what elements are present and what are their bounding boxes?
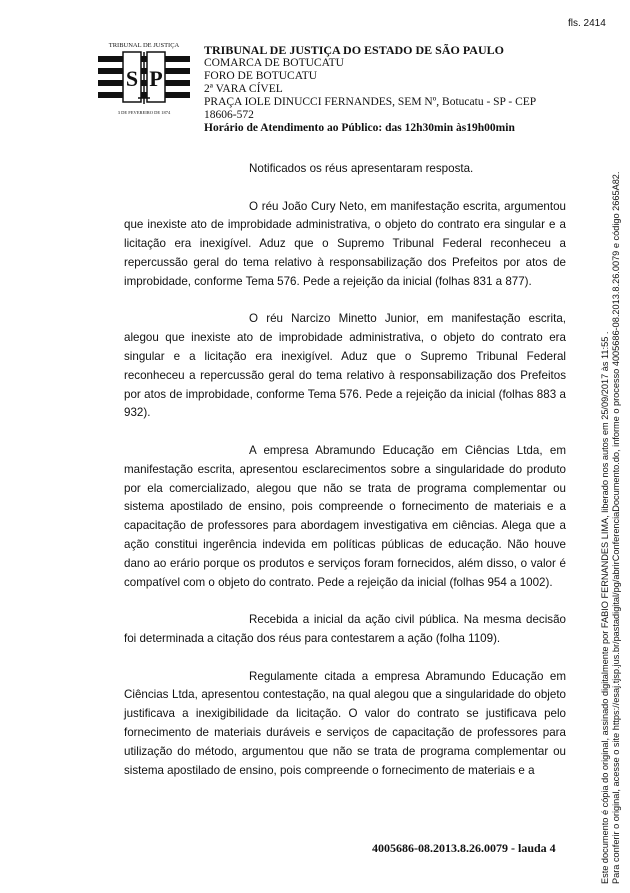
foro: FORO DE BOTUCATU [204, 70, 318, 82]
document-body [124, 160, 566, 799]
paragraph: O réu Narcizo Minetto Junior, em manifestação escrita, alegou que inexiste ato de improbidade administrativa, o objeto do contrato era singular e a licitação era inexigível. Aduz que o Supremo Tribunal Federal reconheceu a repercussão geral do tema relativo à responsabilização dos Prefeitos por atos de improbidade, conforme Tema 576. Pede a rejeição da inicial (folhas 883 a 932). [124, 312, 566, 420]
court-header [204, 44, 564, 135]
paragraph: A empresa Abramundo Educação em Ciências Ltda, em manifestação escrita, apresentou esclarecimentos sobre a singularidade do produto por ela comercializado, alegou que não se trata de programa complementar ou sistema apostilado de ensino, pois compreende o fornecimento de materiais e a capacitação de professores para abordagem investigativa em ciências. Alega que a ação constitui ingerência indevida em políticas públicas de educação. Não houve dano ao erário porque os produtos e serviços foram fornecidos, além disso, o valor é compatível com o objeto do contrato. Pede a rejeição da inicial (folhas 954 a 1002). [124, 443, 566, 589]
paragraph: Regulamente citada a empresa Abramundo Educação em Ciências Ltda, apresentou contestação, na qual alegou que a singularidade do objeto justificava a inexigibilidade da licitação. O valor do contrato se justificava pelo fornecimento de materiais duráveis e serviços de capacitação de professores para utilização do método, argumentou que não se trata de programa complementar ou sistema apostilado de ensino, pois compreende o fornecimento de materiais e a [124, 669, 566, 777]
vara: 2ª VARA CÍVEL [204, 83, 283, 95]
paragraph: Notificados os réus apresentaram resposta. [249, 162, 474, 175]
svg-text:3 DE FEVEREIRO DE 1874: 3 DE FEVEREIRO DE 1874 [117, 110, 171, 115]
court-name: TRIBUNAL DE JUSTIÇA DO ESTADO DE SÃO PAULO [204, 43, 504, 57]
verification-line: Para conferir o original, acesse o site https://esaj.tjsp.jus.br/pastadigital/pg/abrirConferenciaDocumento.do, informe o processo 4005686-08.2013.8.26.0079 e código 2665A82. [611, 171, 621, 884]
court-seal-logo [98, 38, 190, 122]
svg-text:P: P [149, 66, 163, 91]
svg-text:S: S [125, 66, 139, 91]
paragraph: O réu João Cury Neto, em manifestação escrita, argumentou que inexiste ato de improbidade administrativa, o objeto do contrato era singular e a licitação era inexigível. Aduz que o Supremo Tribunal Federal reconheceu a repercussão geral do tema relativo à responsabilização dos Prefeitos por atos de improbidade, conforme Tema 576. Pede a rejeição da inicial (folhas 831 a 877). [124, 199, 566, 288]
court-address: PRAÇA IOLE DINUCCI FERNANDES, SEM Nº, Botucatu - SP - CEP 18606-572 [204, 96, 536, 121]
office-hours: Horário de Atendimento ao Público: das 12h30min às19h00min [204, 122, 515, 134]
comarca: COMARCA DE BOTUCATU [204, 57, 344, 69]
signature-line: Este documento é cópia do original, assinado digitalmente por FABIO FERNANDES LIMA, liberado nos autos em 25/09/2017 às 11:55 . [600, 331, 610, 884]
digital-signature-sidebar [600, 0, 630, 893]
svg-text:TRIBUNAL DE JUSTIÇA: TRIBUNAL DE JUSTIÇA [108, 42, 180, 49]
paragraph: Recebida a inicial da ação civil pública. Na mesma decisão foi determinada a citação dos réus para contestarem a ação (folha 1109). [124, 613, 566, 645]
case-number-footer: 4005686-08.2013.8.26.0079 - lauda 4 [372, 841, 556, 855]
page-number-label: fls. 2414 [568, 18, 606, 29]
